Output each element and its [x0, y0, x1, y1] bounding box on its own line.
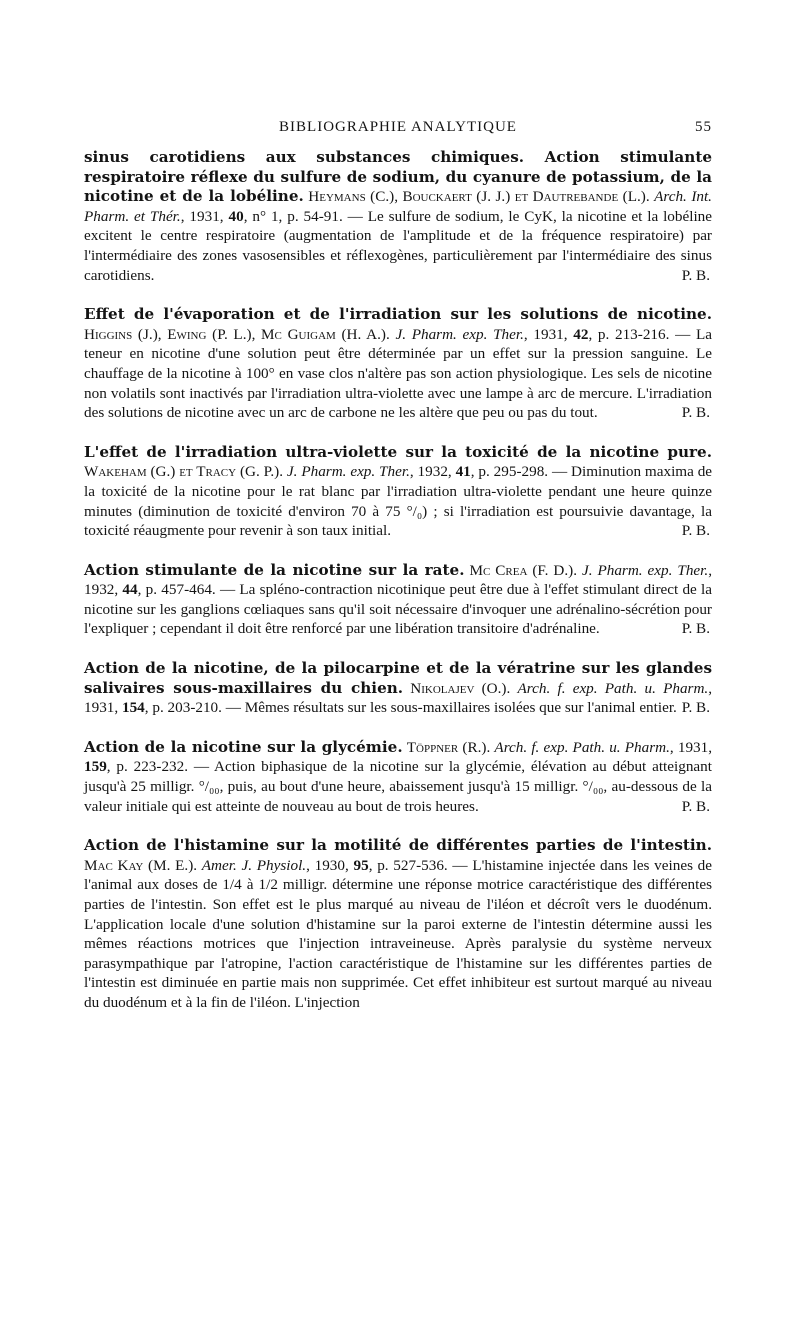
entry-title: Action de la nicotine sur la glycémie.	[84, 737, 403, 756]
entry-authors: Heymans (C.), Bouckaert (J. J.) et Dautrebande (L.).	[308, 188, 650, 206]
entry-year: , 1930,	[306, 856, 354, 874]
entry-journal: J. Pharm. exp. Ther.	[395, 325, 524, 343]
bibliography-entry	[84, 148, 712, 285]
entry-pages: , p. 223-232. —	[106, 758, 210, 776]
entry-journal: Arch. Int. Pharm. et Thér.	[84, 188, 712, 225]
entry-signature: P. B.	[681, 522, 710, 540]
entry-volume: 41	[455, 463, 471, 481]
entry-volume: 40	[228, 207, 244, 225]
entry-journal: J. Pharm. exp. Ther.	[286, 463, 410, 481]
entry-authors: Higgins (J.), Ewing (P. L.), Mc Guigam (H. A.).	[84, 325, 390, 343]
entry-pages: , p. 295-298. —	[470, 463, 568, 481]
entry-year: , 1932,	[84, 561, 712, 599]
entry-abstract: Diminution maxima de la toxicité de la nicotine pour le rat blanc par l'irradiation ultra-violette pendant une heure quinze minutes (diminution de toxicité d'environ 70 à 75 °/₀) ; si l'irradiation est poursuivie davantage, la toxicité réaugmente pour revenir à son taux initial.	[84, 463, 713, 540]
entry-title: Effet de l'évaporation et de l'irradiation sur les solutions de nicotine.	[84, 305, 712, 324]
entry-title: Action stimulante de la nicotine sur la rate.	[84, 560, 465, 579]
entry-year: , 1932,	[409, 463, 456, 481]
entry-title: L'effet de l'irradiation ultra-violette sur la toxicité de la nicotine pure.	[84, 442, 712, 461]
bibliography-entry	[84, 738, 712, 816]
entry-signature: P. B.	[681, 404, 710, 422]
entry-signature: P. B.	[681, 266, 710, 284]
bibliography-entry	[84, 561, 712, 639]
entry-authors: Töppner (R.).	[406, 738, 491, 756]
entry-pages: , p. 527-536. —	[368, 856, 468, 874]
bibliography-entries	[84, 148, 712, 1033]
page-header	[84, 119, 712, 139]
entry-abstract: La teneur en nicotine d'une solution peut être déterminée par un effet sur la pression sanguine. Le chauffage de la nicotine à 100° en vase clos n'altère pas son action physiologique. Les sels de nicotine non volatils sont inactivés par l'irradiation ultra-violette avec une lampe à arc de mercure. L'irradiation des solutions de nicotine avec un arc de carbone ne les altère que peu ou pas du tout.	[84, 325, 713, 422]
entry-year: , 1931,	[669, 738, 713, 756]
entry-volume: 95	[353, 856, 369, 874]
entry-volume: 42	[573, 325, 589, 343]
entry-signature: P. B.	[681, 797, 710, 815]
entry-volume: 44	[122, 581, 138, 599]
entry-title: Action de la nicotine, de la pilocarpine et de la vératrine sur les glandes salivaires sous-maxillaires du chien.	[84, 659, 712, 697]
entry-abstract: La spléno-contraction nicotinique peut être due à l'effet stimulant direct de la nicotine sur les ganglions cœliaques sans qu'il soit nécessaire d'invoquer une adrénalino-sécrétion pour l'expliquer ; cependant il doit être renforcé par une libération transitoire d'adrénaline.	[84, 581, 712, 638]
entry-volume: 154	[121, 699, 145, 717]
entry-year: , 1931,	[523, 325, 574, 343]
entry-journal: Arch. f. exp. Path. u. Pharm.	[517, 679, 709, 697]
entry-journal: Amer. J. Physiol.	[201, 856, 307, 874]
entry-journal: J. Pharm. exp. Ther.	[581, 561, 709, 579]
entry-abstract: L'histamine injectée dans les veines de l'animal aux doses de 1/4 à 1/2 milligr. détermine une réponse motrice caractéristique des différentes parties de l'intestin. Son effet est le plus marqué au niveau de l'iléon et décroît vers le duodénum. L'application locale d'une solution d'histamine sur la paroi externe de l'intestin détermine aussi les mêmes réactions motrices que l'injection intraveineuse. Après paralysie du système nerveux parasympathique par l'atropine, l'action caractéristique de l'histamine sur les différentes parties de l'intestin est diminuée en partie mais non supprimée. Cet effet inhibiteur est surtout marqué au niveau du duodénum et à la fin de l'iléon. L'injection	[84, 856, 713, 1011]
bibliography-entry	[84, 659, 712, 718]
entry-authors: Mac Kay (M. E.).	[84, 856, 198, 874]
entry-signature: P. B.	[681, 620, 710, 638]
entry-authors: Mc Crea (F. D.).	[469, 561, 577, 579]
entry-pages: , p. 213-216. —	[588, 325, 691, 343]
entry-signature: P. B.	[681, 699, 710, 717]
bibliography-entry	[84, 443, 712, 541]
running-title: BIBLIOGRAPHIE ANALYTIQUE	[279, 119, 517, 135]
entry-abstract: Action biphasique de la nicotine sur la glycémie, élévation au début atteignant jusqu'à 25 milligr. °/₀₀, puis, au bout d'une heure, abaissement jusqu'à 15 milligr. °/₀₀, au-dessous de la valeur initiale qui est atteinte de nouveau au bout de trois heures.	[84, 758, 712, 815]
entry-title: sinus carotidiens aux substances chimiques. Action stimulante respiratoire réflexe du sulfure de sodium, du cyanure de potassium, de la nicotine et de la lobéline.	[84, 148, 712, 206]
entry-pages: , p. 203-210. —	[144, 699, 241, 717]
entry-authors: Wakeham (G.) et Tracy (G. P.).	[84, 463, 284, 481]
entry-pages: , p. 457-464. —	[137, 581, 236, 599]
entry-journal: Arch. f. exp. Path. u. Pharm.	[494, 738, 670, 756]
entry-abstract: Le sulfure de sodium, le CyK, la nicotine et la lobéline excitent le centre respiratoire (augmentation de l'amplitude et de la fréquence respiratoire) par l'intermédiaire des zones vasosensibles et réflexogènes, particulièrement par l'intermédiaire des sinus carotidiens.	[84, 207, 713, 284]
entry-year: , 1931,	[180, 207, 229, 225]
bibliography-entry	[84, 305, 712, 423]
bibliography-entry	[84, 836, 712, 1012]
entry-volume: 159	[84, 758, 107, 776]
entry-year: , 1931,	[84, 679, 713, 717]
entry-title: Action de l'histamine sur la motilité de différentes parties de l'intestin.	[84, 836, 712, 855]
entry-pages: , n° 1, p. 54-91. —	[243, 207, 363, 225]
entry-authors: Nikolajev (O.).	[410, 679, 511, 697]
page-number: 55	[695, 119, 712, 135]
entry-abstract: Mêmes résultats sur les sous-maxillaires isolées que sur l'animal entier.	[244, 699, 677, 717]
